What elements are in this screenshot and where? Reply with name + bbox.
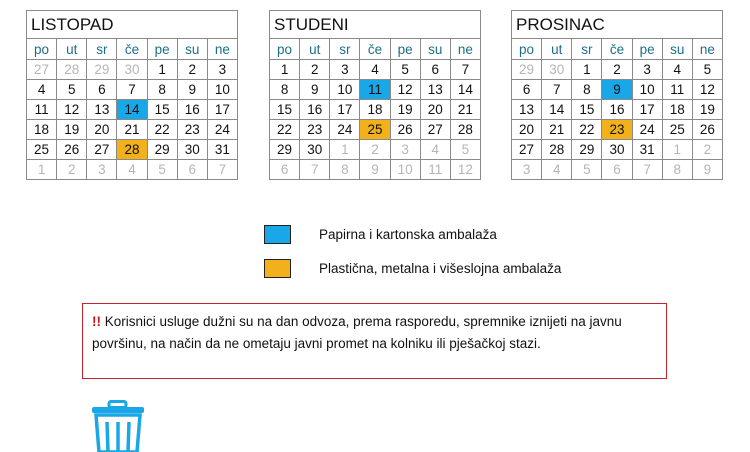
- trash-bin-icon: [89, 400, 153, 452]
- blue-swatch: [264, 225, 291, 244]
- weekday-header: sr: [87, 39, 117, 60]
- day-cell: 18: [360, 100, 390, 120]
- day-cell: 23: [177, 120, 207, 140]
- month-title: STUDENI: [270, 11, 481, 39]
- adjacent-month-day: 7: [632, 160, 662, 180]
- orange-swatch: [264, 259, 291, 278]
- day-cell: 22: [270, 120, 300, 140]
- weekday-header: ne: [692, 39, 722, 60]
- day-cell: 11: [662, 80, 692, 100]
- day-cell: 27: [512, 140, 542, 160]
- legend-item-paper: [264, 225, 497, 244]
- day-cell: 15: [572, 100, 602, 120]
- day-cell: 13: [420, 80, 450, 100]
- weekday-header: sr: [330, 39, 360, 60]
- day-cell: 24: [632, 120, 662, 140]
- day-cell: 20: [420, 100, 450, 120]
- adjacent-month-day: 9: [692, 160, 722, 180]
- day-cell: 11: [27, 100, 57, 120]
- day-cell: 4: [360, 60, 390, 80]
- day-cell: 3: [330, 60, 360, 80]
- day-cell: 10: [207, 80, 237, 100]
- week-row: [27, 160, 238, 180]
- day-cell: 29: [572, 140, 602, 160]
- pickup-day-paper: 14: [117, 100, 147, 120]
- week-row: [512, 100, 723, 120]
- adjacent-month-day: 6: [177, 160, 207, 180]
- day-cell: 24: [330, 120, 360, 140]
- day-cell: 28: [450, 120, 480, 140]
- weekday-header: ut: [542, 39, 572, 60]
- weekday-header: su: [662, 39, 692, 60]
- week-row: [27, 140, 238, 160]
- adjacent-month-day: 6: [602, 160, 632, 180]
- day-cell: 18: [27, 120, 57, 140]
- day-cell: 8: [270, 80, 300, 100]
- day-cell: 5: [390, 60, 420, 80]
- week-row: [512, 140, 723, 160]
- weekday-header: pe: [147, 39, 177, 60]
- week-row: [512, 80, 723, 100]
- week-row: [512, 120, 723, 140]
- day-cell: 16: [177, 100, 207, 120]
- day-cell: 1: [147, 60, 177, 80]
- day-cell: 7: [450, 60, 480, 80]
- day-cell: 1: [270, 60, 300, 80]
- weekday-header: po: [512, 39, 542, 60]
- day-cell: 29: [270, 140, 300, 160]
- day-cell: 20: [87, 120, 117, 140]
- adjacent-month-day: 3: [390, 140, 420, 160]
- day-cell: 2: [602, 60, 632, 80]
- day-cell: 23: [300, 120, 330, 140]
- adjacent-month-day: 1: [330, 140, 360, 160]
- weekday-header: ne: [207, 39, 237, 60]
- day-cell: 15: [147, 100, 177, 120]
- day-cell: 25: [27, 140, 57, 160]
- day-cell: 21: [117, 120, 147, 140]
- adjacent-month-day: 28: [57, 60, 87, 80]
- adjacent-month-day: 4: [420, 140, 450, 160]
- pickup-day-plastic: 28: [117, 140, 147, 160]
- day-cell: 2: [177, 60, 207, 80]
- weekday-header-row: [270, 39, 481, 60]
- adjacent-month-day: 11: [420, 160, 450, 180]
- weekday-header: su: [177, 39, 207, 60]
- pickup-day-plastic: 25: [360, 120, 390, 140]
- day-cell: 6: [420, 60, 450, 80]
- day-cell: 9: [177, 80, 207, 100]
- adjacent-month-day: 1: [662, 140, 692, 160]
- day-cell: 16: [300, 100, 330, 120]
- weekday-header: pe: [390, 39, 420, 60]
- adjacent-month-day: 4: [117, 160, 147, 180]
- adjacent-month-day: 4: [542, 160, 572, 180]
- day-cell: 8: [147, 80, 177, 100]
- day-cell: 13: [512, 100, 542, 120]
- day-cell: 17: [207, 100, 237, 120]
- day-cell: 26: [57, 140, 87, 160]
- adjacent-month-day: 8: [662, 160, 692, 180]
- adjacent-month-day: 2: [57, 160, 87, 180]
- pickup-day-paper: 9: [602, 80, 632, 100]
- weekday-header: pe: [632, 39, 662, 60]
- day-cell: 14: [450, 80, 480, 100]
- week-row: [270, 120, 481, 140]
- day-cell: 30: [177, 140, 207, 160]
- day-cell: 30: [602, 140, 632, 160]
- day-cell: 17: [632, 100, 662, 120]
- pickup-day-paper: 11: [360, 80, 390, 100]
- legend-item-plastic: [264, 259, 562, 278]
- notice-text: Korisnici usluge dužni su na dan odvoza, prema rasporedu, spremnike iznijeti na javnu površinu, na način da ne ometaju javni promet na kolniku ili pješačkoj stazi.: [92, 314, 622, 351]
- day-cell: 1: [572, 60, 602, 80]
- week-row: [512, 160, 723, 180]
- adjacent-month-day: 29: [87, 60, 117, 80]
- legend-label-paper: Papirna i kartonska ambalaža: [319, 227, 497, 242]
- week-row: [270, 80, 481, 100]
- day-cell: 12: [390, 80, 420, 100]
- day-cell: 27: [87, 140, 117, 160]
- calendar-prosinac: [511, 10, 723, 180]
- day-cell: 21: [450, 100, 480, 120]
- adjacent-month-day: 2: [360, 140, 390, 160]
- week-row: [27, 100, 238, 120]
- day-cell: 26: [390, 120, 420, 140]
- adjacent-month-day: 30: [117, 60, 147, 80]
- weekday-header: sr: [572, 39, 602, 60]
- weekday-header: po: [27, 39, 57, 60]
- day-cell: 6: [87, 80, 117, 100]
- weekday-header: ut: [300, 39, 330, 60]
- week-row: [270, 100, 481, 120]
- adjacent-month-day: 10: [390, 160, 420, 180]
- adjacent-month-day: 8: [330, 160, 360, 180]
- day-cell: 24: [207, 120, 237, 140]
- day-cell: 13: [87, 100, 117, 120]
- adjacent-month-day: 7: [300, 160, 330, 180]
- week-row: [270, 60, 481, 80]
- day-cell: 21: [542, 120, 572, 140]
- week-row: [270, 160, 481, 180]
- day-cell: 17: [330, 100, 360, 120]
- day-cell: 19: [692, 100, 722, 120]
- day-cell: 6: [512, 80, 542, 100]
- adjacent-month-day: 2: [692, 140, 722, 160]
- calendar-studeni: [269, 10, 481, 180]
- week-row: [27, 80, 238, 100]
- adjacent-month-day: 7: [207, 160, 237, 180]
- legend-label-plastic: Plastična, metalna i višeslojna ambalaža: [319, 261, 562, 276]
- day-cell: 9: [300, 80, 330, 100]
- day-cell: 26: [692, 120, 722, 140]
- adjacent-month-day: 9: [360, 160, 390, 180]
- day-cell: 10: [330, 80, 360, 100]
- weekday-header: ut: [57, 39, 87, 60]
- adjacent-month-day: 29: [512, 60, 542, 80]
- day-cell: 2: [300, 60, 330, 80]
- week-row: [512, 60, 723, 80]
- adjacent-month-day: 12: [450, 160, 480, 180]
- day-cell: 18: [662, 100, 692, 120]
- day-cell: 20: [512, 120, 542, 140]
- day-cell: 31: [632, 140, 662, 160]
- weekday-header: su: [420, 39, 450, 60]
- day-cell: 12: [57, 100, 87, 120]
- weekday-header: če: [117, 39, 147, 60]
- day-cell: 7: [117, 80, 147, 100]
- warning-mark: !!: [92, 314, 101, 329]
- day-cell: 14: [542, 100, 572, 120]
- day-cell: 8: [572, 80, 602, 100]
- weekday-header: če: [602, 39, 632, 60]
- adjacent-month-day: 5: [572, 160, 602, 180]
- day-cell: 28: [542, 140, 572, 160]
- day-cell: 5: [692, 60, 722, 80]
- day-cell: 15: [270, 100, 300, 120]
- weekday-header-row: [512, 39, 723, 60]
- notice-box: [82, 303, 667, 379]
- adjacent-month-day: 5: [450, 140, 480, 160]
- adjacent-month-day: 30: [542, 60, 572, 80]
- adjacent-month-day: 3: [87, 160, 117, 180]
- day-cell: 31: [207, 140, 237, 160]
- weekday-header: če: [360, 39, 390, 60]
- day-cell: 4: [27, 80, 57, 100]
- adjacent-month-day: 27: [27, 60, 57, 80]
- weekday-header-row: [27, 39, 238, 60]
- adjacent-month-day: 1: [27, 160, 57, 180]
- day-cell: 22: [147, 120, 177, 140]
- day-cell: 19: [390, 100, 420, 120]
- day-cell: 5: [57, 80, 87, 100]
- day-cell: 7: [542, 80, 572, 100]
- day-cell: 29: [147, 140, 177, 160]
- calendar-listopad: [26, 10, 238, 180]
- pickup-day-plastic: 23: [602, 120, 632, 140]
- week-row: [27, 60, 238, 80]
- adjacent-month-day: 6: [270, 160, 300, 180]
- adjacent-month-day: 3: [512, 160, 542, 180]
- day-cell: 10: [632, 80, 662, 100]
- month-title: PROSINAC: [512, 11, 723, 39]
- day-cell: 30: [300, 140, 330, 160]
- day-cell: 3: [632, 60, 662, 80]
- adjacent-month-day: 5: [147, 160, 177, 180]
- day-cell: 12: [692, 80, 722, 100]
- weekday-header: ne: [450, 39, 480, 60]
- day-cell: 16: [602, 100, 632, 120]
- day-cell: 3: [207, 60, 237, 80]
- day-cell: 27: [420, 120, 450, 140]
- day-cell: 25: [662, 120, 692, 140]
- month-title: LISTOPAD: [27, 11, 238, 39]
- day-cell: 19: [57, 120, 87, 140]
- day-cell: 4: [662, 60, 692, 80]
- weekday-header: po: [270, 39, 300, 60]
- week-row: [270, 140, 481, 160]
- day-cell: 22: [572, 120, 602, 140]
- week-row: [27, 120, 238, 140]
